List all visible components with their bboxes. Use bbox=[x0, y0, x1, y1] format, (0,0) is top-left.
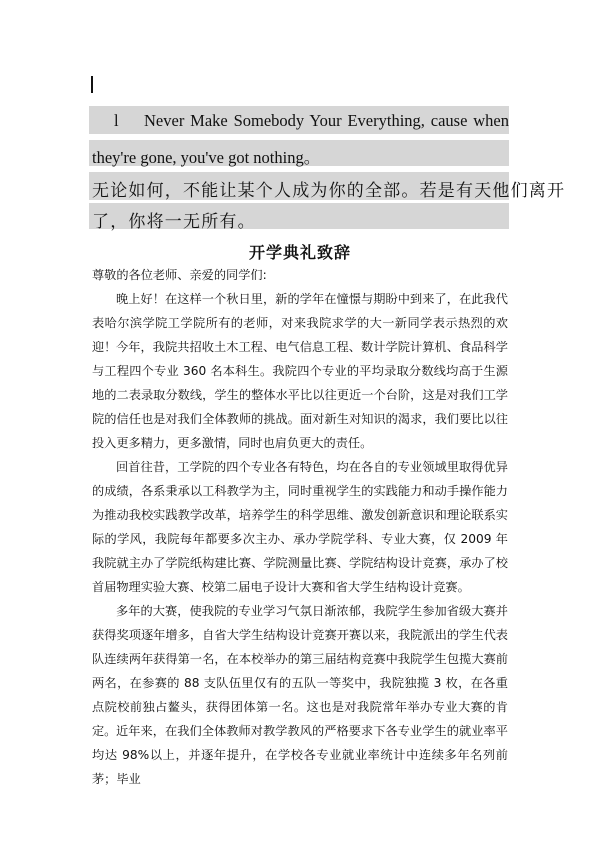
paragraph-3 bbox=[92, 455, 508, 599]
quote-english-text-1: Never Make Somebody Your Everything, cause when bbox=[144, 111, 509, 130]
quote-chinese-line-1: 无论如何，不能让某个人成为你的全部。若是有天他们离开 bbox=[92, 181, 566, 201]
paragraph-text: 晚上好！在这样一个秋日里，新的学年在憧憬与期盼中到来了，在此我代表哈尔滨学院工学院所有的老师，对来我院求学的大一新同学表示热烈的欢迎！ bbox=[92, 292, 508, 354]
paragraph-text: 近年来，在我们全体教师对教学教风的严格要求下各专业学生的就业率平均达 98%以上，并逐年提升，在学校各专业就业率统计中连续多年名列前茅；毕业 bbox=[92, 724, 508, 786]
document-title: 开学典礼致辞 bbox=[248, 243, 351, 262]
paragraph-5 bbox=[92, 719, 508, 791]
salutation-text: 尊敬的各位老师、亲爱的同学们: bbox=[92, 268, 267, 282]
salutation bbox=[92, 263, 508, 287]
quote-marker: l bbox=[114, 111, 119, 130]
quote-chinese-line-2: 了，你将一无所有。 bbox=[92, 212, 256, 232]
paragraph-text: 回首往昔，工学院的四个专业各有特色，均在各自的专业领域里取得优异的成绩，各系秉承以工科教学为主，同时重视学生的实践能力和动手操作能力为推动我校实践教学改革，培养学生的科学思维、激发创新意识和理论联系实际的学风，我院每年都要多次主办、承办学院学科、专业大赛，仅 2009 年我院就主办了学院纸构建比赛、学院测量比赛、学院结构设计竞赛，承办了校首届物理实验大赛、校第二届电子设计大赛和省大学生结构设计竞赛。 bbox=[92, 460, 508, 594]
paragraph-text: 今年，我院共招收土木工程、电气信息工程、数计学院计算机、食品科学与工程四个专业 360 名本科生。我院四个专业的平均录取分数线均高于生源地的二表录取分数线，学生的整体水平比以往更近一个台阶，这是对我们工学院的信任也是对我们全体教师的挑战。面对新生对知识的渴求，我们要比以往投入更多精力，更多激情，同时也肩负更大的责任。 bbox=[92, 340, 508, 450]
quote-english-line-2: they're gone, you've got nothing。 bbox=[92, 148, 321, 167]
paragraph-2 bbox=[92, 335, 508, 455]
paragraph-text: 多年的大赛，使我院的专业学习气氛日渐浓郁，我院学生参加省级大赛并获得奖项逐年增多，自省大学生结构设计竞赛开赛以来，我院派出的学生代表队连续两年获得第一名，在本校举办的第三届结构竞赛中我院学生包揽大赛前两名，在参赛的 88 支队伍里仅有的五队一等奖中，我院独揽 3 枚，在各重点院校前独占鳌头，获得团体第一名。这也是对我院常年举办专业大赛的肯定。 bbox=[92, 604, 508, 738]
text-cursor bbox=[91, 76, 93, 93]
